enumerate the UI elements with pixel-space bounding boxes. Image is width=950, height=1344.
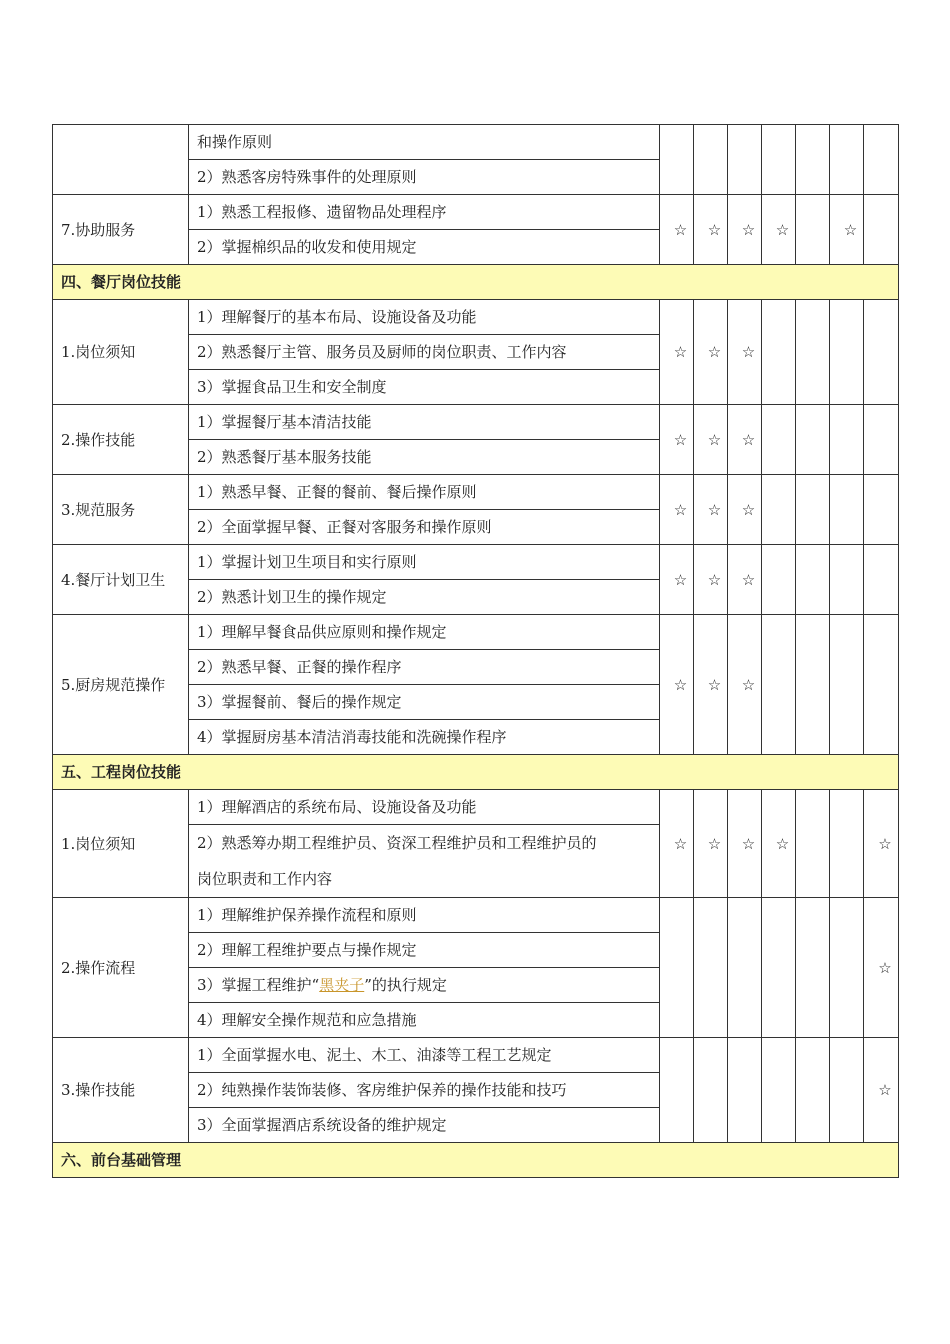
item-text: 和操作原则	[189, 125, 660, 160]
item-text: 1）熟悉早餐、正餐的餐前、餐后操作原则	[189, 475, 660, 510]
item-text-prefix: 3）掌握工程维护“	[197, 976, 320, 994]
star-icon: ☆	[694, 545, 728, 615]
item-text: 3）掌握餐前、餐后的操作规定	[189, 685, 660, 720]
star-icon: ☆	[728, 405, 762, 475]
star-icon: ☆	[728, 300, 762, 405]
item-line: 2）熟悉筹办期工程维护员、资深工程维护员和工程维护员的	[197, 834, 597, 852]
category-label: 3.规范服务	[53, 475, 189, 545]
item-text: 1）掌握计划卫生项目和实行原则	[189, 545, 660, 580]
star-icon: ☆	[864, 790, 899, 898]
item-text: 1）熟悉工程报修、遗留物品处理程序	[189, 195, 660, 230]
item-text: 2）熟悉餐厅主管、服务员及厨师的岗位职责、工作内容	[189, 335, 660, 370]
category-cell-continued	[53, 125, 189, 195]
star-icon: ☆	[694, 195, 728, 265]
category-label: 3.操作技能	[53, 1038, 189, 1143]
star-icon: ☆	[660, 300, 694, 405]
item-text: 3）掌握食品卫生和安全制度	[189, 370, 660, 405]
category-label: 5.厨房规范操作	[53, 615, 189, 755]
item-text: 4）掌握厨房基本清洁消毒技能和洗碗操作程序	[189, 720, 660, 755]
item-text	[189, 968, 660, 1003]
star-icon: ☆	[694, 790, 728, 898]
star-icon: ☆	[660, 405, 694, 475]
star-icon: ☆	[728, 615, 762, 755]
item-text: 2）熟悉早餐、正餐的操作程序	[189, 650, 660, 685]
item-text: 1）理解餐厅的基本布局、设施设备及功能	[189, 300, 660, 335]
category-label: 4.餐厅计划卫生	[53, 545, 189, 615]
star-icon: ☆	[694, 300, 728, 405]
item-text: 1）全面掌握水电、泥土、木工、油漆等工程工艺规定	[189, 1038, 660, 1073]
category-label: 2.操作技能	[53, 405, 189, 475]
item-text: 3）全面掌握酒店系统设备的维护规定	[189, 1108, 660, 1143]
category-label: 7.协助服务	[53, 195, 189, 265]
item-line: 岗位职责和工作内容	[197, 870, 333, 888]
item-text: 2）掌握棉织品的收发和使用规定	[189, 230, 660, 265]
item-text: 2）熟悉计划卫生的操作规定	[189, 580, 660, 615]
star-icon: ☆	[728, 545, 762, 615]
term-link[interactable]: 黑夹子	[319, 976, 365, 994]
item-text: 2）全面掌握早餐、正餐对客服务和操作原则	[189, 510, 660, 545]
item-text-suffix: ”的执行规定	[364, 976, 447, 994]
star-icon: ☆	[728, 195, 762, 265]
star-icon: ☆	[694, 405, 728, 475]
star-icon: ☆	[660, 615, 694, 755]
section-header: 五、工程岗位技能	[53, 755, 899, 790]
star-icon: ☆	[762, 195, 796, 265]
star-icon: ☆	[660, 545, 694, 615]
item-text: 1）理解早餐食品供应原则和操作规定	[189, 615, 660, 650]
item-text: 4）理解安全操作规范和应急措施	[189, 1003, 660, 1038]
star-icon: ☆	[694, 615, 728, 755]
star-icon: ☆	[864, 898, 899, 1038]
category-label: 1.岗位须知	[53, 790, 189, 898]
section-header: 六、前台基础管理	[53, 1143, 899, 1178]
item-text: 2）熟悉客房特殊事件的处理原则	[189, 160, 660, 195]
star-icon: ☆	[694, 475, 728, 545]
item-text: 1）理解酒店的系统布局、设施设备及功能	[189, 790, 660, 825]
skills-table	[52, 124, 899, 1178]
star-icon: ☆	[660, 475, 694, 545]
item-text: 2）熟悉餐厅基本服务技能	[189, 440, 660, 475]
category-label: 2.操作流程	[53, 898, 189, 1038]
item-text: 1）掌握餐厅基本清洁技能	[189, 405, 660, 440]
star-icon: ☆	[660, 195, 694, 265]
item-text: 2）纯熟操作装饰装修、客房维护保养的操作技能和技巧	[189, 1073, 660, 1108]
star-icon: ☆	[660, 790, 694, 898]
item-text: 1）理解维护保养操作流程和原则	[189, 898, 660, 933]
category-label: 1.岗位须知	[53, 300, 189, 405]
star-icon: ☆	[762, 790, 796, 898]
section-header: 四、餐厅岗位技能	[53, 265, 899, 300]
item-text: 2）理解工程维护要点与操作规定	[189, 933, 660, 968]
star-icon: ☆	[728, 790, 762, 898]
item-text-multiline	[189, 825, 660, 898]
star-icon: ☆	[728, 475, 762, 545]
star-icon: ☆	[864, 1038, 899, 1143]
star-icon: ☆	[830, 195, 864, 265]
